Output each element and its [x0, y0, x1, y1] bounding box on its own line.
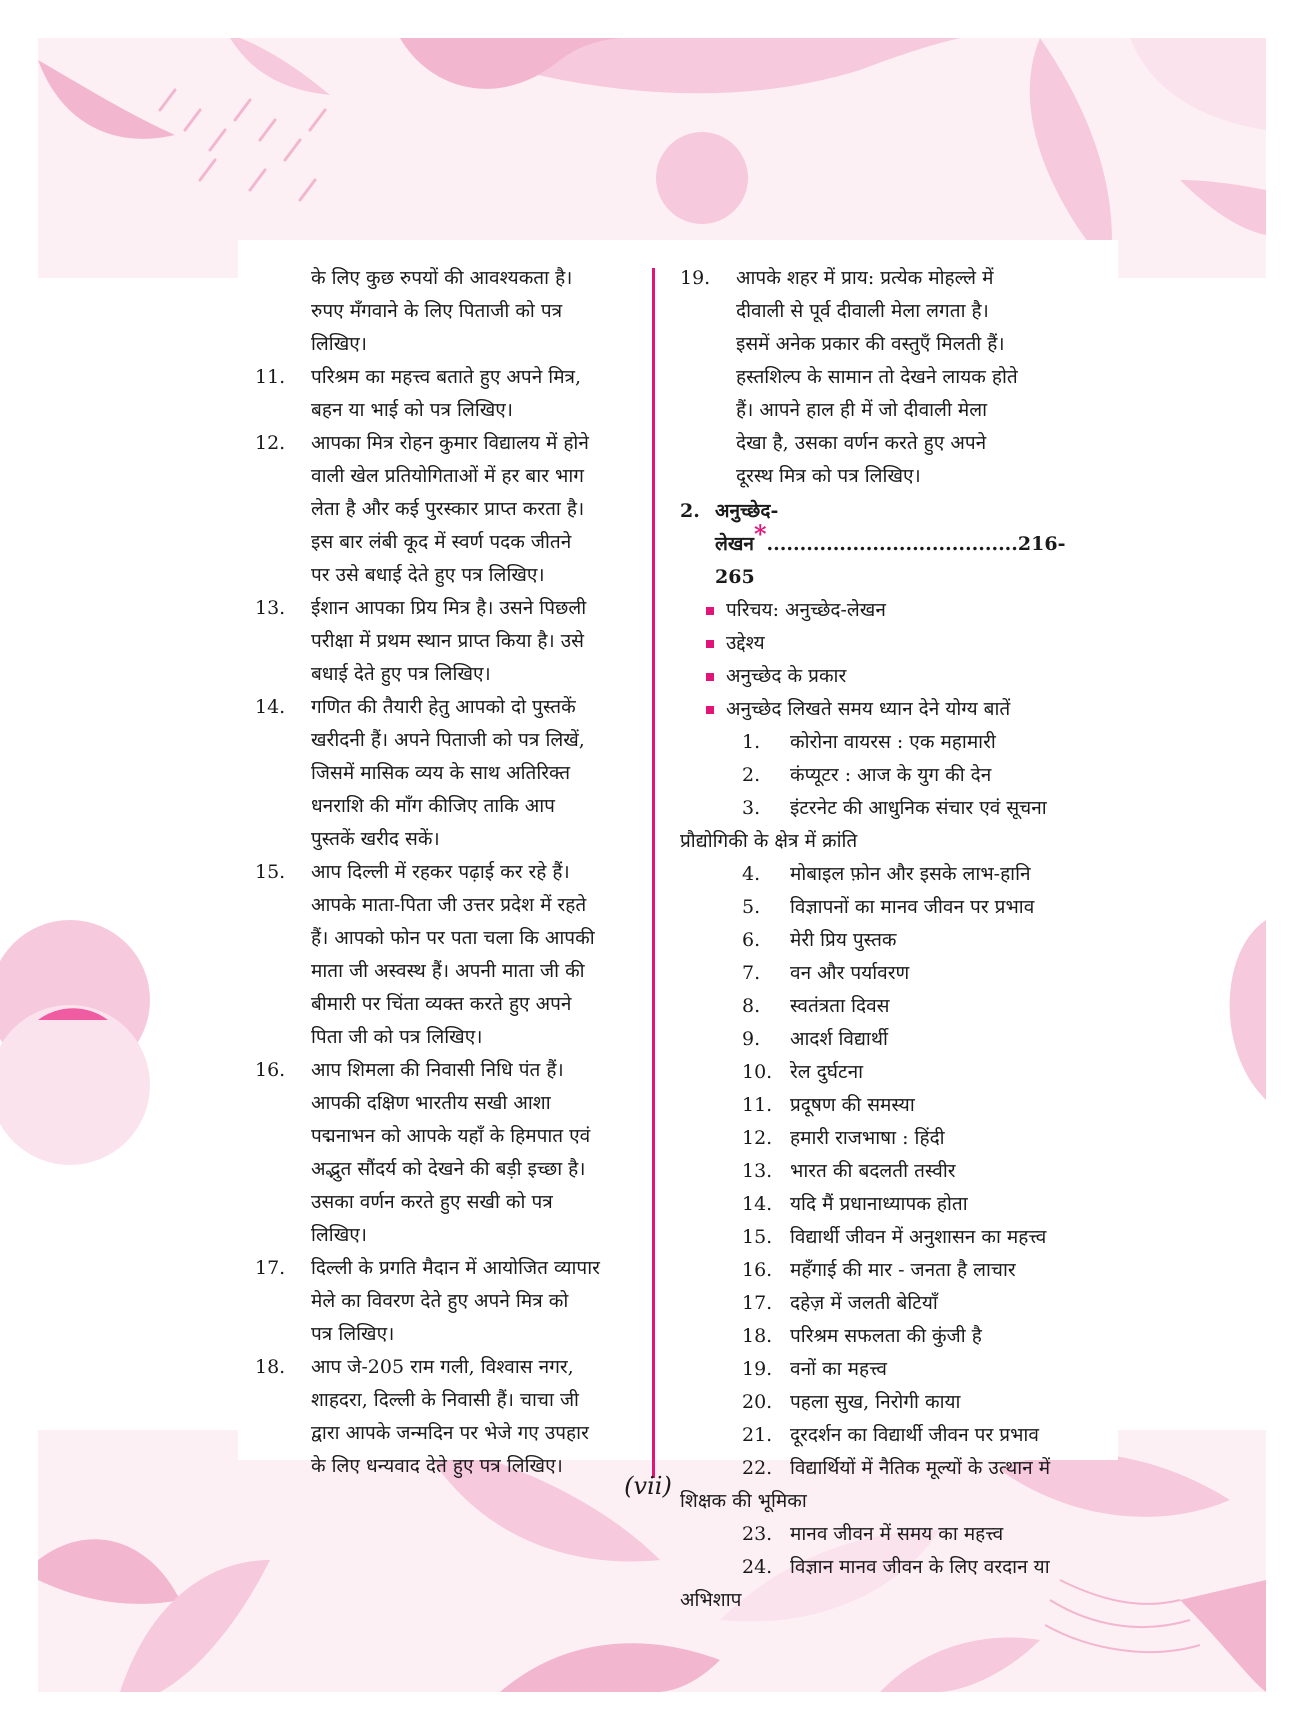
section-pages: 216-265 — [715, 533, 1066, 588]
topic-number: 2. — [742, 764, 761, 786]
page-number: (vii) — [624, 1472, 672, 1500]
item-text: आप शिमला की निवासी निधि पंत हैं। — [311, 1059, 564, 1081]
topic-text: महँगाई की मार - जनता है लाचार — [790, 1259, 1016, 1281]
topic-number: 11. — [742, 1094, 773, 1116]
item-text: आप जे-205 राम गली, विश्वास नगर, — [311, 1356, 574, 1378]
item-text-continued: परीक्षा में प्रथम स्थान प्राप्त किया है। उसे — [311, 630, 585, 652]
topic-text: आदर्श विद्यार्थी — [790, 1028, 888, 1050]
topic-item — [680, 759, 1100, 792]
list-item — [255, 361, 630, 427]
item-text-continued: हैं। आपको फोन पर पता चला कि आपकी — [311, 927, 595, 949]
item-number: 16. — [255, 1059, 286, 1081]
topic-item — [680, 1551, 1100, 1617]
item-text-continued: दीवाली से पूर्व दीवाली मेला लगता है। — [736, 300, 989, 322]
topic-text: विद्यार्थी जीवन में अनुशासन का महत्त्व — [790, 1226, 1047, 1248]
topic-item — [680, 1419, 1100, 1452]
topic-text: स्वतंत्रता दिवस — [790, 995, 890, 1017]
topic-number: 20. — [742, 1391, 773, 1413]
topic-first-line — [680, 858, 1100, 891]
item-text-continued: पत्र लिखिए। — [311, 1323, 395, 1345]
section-title: अनुच्छेद-लेखन — [715, 500, 779, 555]
item-text-continued: देखा है, उसका वर्णन करते हुए अपने — [736, 432, 987, 454]
topic-text: वनों का महत्त्व — [790, 1358, 887, 1380]
topic-first-line — [680, 792, 1100, 825]
section-heading — [680, 495, 1100, 594]
item-text-continued: उसका वर्णन करते हुए सखी को पत्र — [311, 1191, 553, 1213]
bullet-item — [680, 627, 1100, 660]
topic-first-line — [680, 1023, 1100, 1056]
item-text-continued: शाहदरा, दिल्ली के निवासी हैं। चाचा जी — [311, 1389, 579, 1411]
topic-text: विद्यार्थियों में नैतिक मूल्यों के उत्थान में — [790, 1457, 1051, 1479]
topic-text-continued: शिक्षक की भूमिका — [680, 1490, 807, 1512]
list-item — [255, 427, 630, 592]
topic-text: दूरदर्शन का विद्यार्थी जीवन पर प्रभाव — [790, 1424, 1039, 1446]
bullet-item — [680, 660, 1100, 693]
item-text-continued: आपकी दक्षिण भारतीय सखी आशा — [311, 1092, 551, 1114]
topic-number: 1. — [742, 731, 761, 753]
item-text-continued: बीमारी पर चिंता व्यक्त करते हुए अपने — [311, 993, 572, 1015]
item-text-continued: इस बार लंबी कूद में स्वर्ण पदक जीतने — [311, 531, 572, 553]
item-first-line — [255, 1351, 630, 1384]
item-text-continued: लेता है और कई पुरस्कार प्राप्त करता है। — [311, 498, 585, 520]
topic-text: रेल दुर्घटना — [790, 1061, 864, 1083]
item-first-line — [255, 592, 630, 625]
item-text: परिश्रम का महत्त्व बताते हुए अपने मित्र, — [311, 366, 582, 388]
item-text-continued: पिता जी को पत्र लिखिए। — [311, 1026, 483, 1048]
topic-item — [680, 1089, 1100, 1122]
topic-first-line — [680, 1221, 1100, 1254]
topic-first-line — [680, 1056, 1100, 1089]
topic-text: यदि मैं प्रधानाध्यापक होता — [790, 1193, 968, 1215]
topic-item — [680, 1287, 1100, 1320]
topic-number: 12. — [742, 1127, 773, 1149]
bullet-text: उद्देश्य — [726, 632, 765, 654]
item-first-line — [255, 1252, 630, 1285]
list-item — [255, 691, 630, 856]
topic-first-line — [680, 1419, 1100, 1452]
topic-first-line — [680, 1287, 1100, 1320]
item-number: 12. — [255, 432, 286, 454]
topic-item — [680, 1188, 1100, 1221]
topic-text: मोबाइल फ़ोन और इसके लाभ-हानि — [790, 863, 1031, 885]
topic-text: परिश्रम सफलता की कुंजी है — [790, 1325, 982, 1347]
item-text-continued: दूरस्थ मित्र को पत्र लिखिए। — [736, 465, 921, 487]
list-item — [255, 1054, 630, 1252]
item-text-continued: पद्मनाभन को आपके यहाँ के हिमपात एवं — [311, 1125, 591, 1147]
item-first-line — [255, 361, 630, 394]
item-number: 17. — [255, 1257, 286, 1279]
topic-text: पहला सुख, निरोगी काया — [790, 1391, 961, 1413]
topic-number: 8. — [742, 995, 761, 1017]
item-text: गणित की तैयारी हेतु आपको दो पुस्तकें — [311, 696, 576, 718]
topic-number: 5. — [742, 896, 761, 918]
item-first-line — [255, 427, 630, 460]
topic-first-line — [680, 726, 1100, 759]
topic-number: 6. — [742, 929, 761, 951]
list-item — [255, 592, 630, 691]
topic-first-line — [680, 1320, 1100, 1353]
item-number: 11. — [255, 366, 286, 388]
item-first-line — [255, 856, 630, 889]
item-text-continued: माता जी अस्वस्थ हैं। अपनी माता जी की — [311, 960, 585, 982]
left-column — [255, 262, 630, 1483]
topic-text: मेरी प्रिय पुस्तक — [790, 929, 897, 951]
item-text: आप दिल्ली में रहकर पढ़ाई कर रहे हैं। — [311, 861, 570, 883]
item-text-continued: बहन या भाई को पत्र लिखिए। — [311, 399, 513, 421]
item-text-continued: द्वारा आपके जन्मदिन पर भेजे गए उपहार — [311, 1422, 589, 1444]
star-marker: * — [753, 519, 767, 549]
item-text-continued: अद्भुत सौंदर्य को देखने की बड़ी इच्छा है। — [311, 1158, 586, 1180]
topic-item — [680, 1320, 1100, 1353]
topic-item — [680, 957, 1100, 990]
bullet-square-icon — [702, 594, 726, 627]
topic-item — [680, 891, 1100, 924]
item-text-continued: के लिए धन्यवाद देते हुए पत्र लिखिए। — [311, 1455, 563, 1477]
topic-first-line — [680, 891, 1100, 924]
item-text-continued: मेले का विवरण देते हुए अपने मित्र को — [311, 1290, 569, 1312]
item-text: दिल्ली के प्रगति मैदान में आयोजित व्यापार — [311, 1257, 600, 1279]
list-item — [255, 1252, 630, 1351]
list-item — [255, 856, 630, 1054]
topic-number: 10. — [742, 1061, 773, 1083]
topic-item — [680, 726, 1100, 759]
topic-number: 23. — [742, 1523, 773, 1545]
item-text-continued: हस्तशिल्प के सामान तो देखने लायक होते — [736, 366, 1018, 388]
continued-text: के लिए कुछ रुपयों की आवश्यकता है। — [311, 267, 573, 289]
item-number: 13. — [255, 597, 286, 619]
leader-dots: ...................................... — [766, 533, 1018, 555]
bullet-square-icon — [702, 627, 726, 660]
topic-number: 18. — [742, 1325, 773, 1347]
item-first-line — [255, 691, 630, 724]
topic-text: कंप्यूटर : आज के युग की देन — [790, 764, 992, 786]
bullet-item — [680, 693, 1100, 726]
topic-first-line — [680, 1155, 1100, 1188]
topic-number: 3. — [742, 797, 761, 819]
section-number: 2. — [680, 500, 700, 522]
item-number: 14. — [255, 696, 286, 718]
continued-text: रुपए मँगवाने के लिए पिताजी को पत्र — [311, 300, 563, 322]
topic-first-line — [680, 1551, 1100, 1584]
topic-text-continued: अभिशाप — [680, 1589, 742, 1611]
item-text-continued: इसमें अनेक प्रकार की वस्तुएँ मिलती हैं। — [736, 333, 1005, 355]
item-text-continued: जिसमें मासिक व्यय के साथ अतिरिक्त — [311, 762, 571, 784]
topic-text: वन और पर्यावरण — [790, 962, 910, 984]
bullet-text: अनुच्छेद के प्रकार — [726, 665, 847, 687]
topic-item — [680, 1023, 1100, 1056]
item-text-continued: वाली खेल प्रतियोगिताओं में हर बार भाग — [311, 465, 584, 487]
topic-first-line — [680, 1518, 1100, 1551]
bullet-item — [680, 594, 1100, 627]
topic-item — [680, 1386, 1100, 1419]
topic-first-line — [680, 990, 1100, 1023]
item-text-continued: खरीदनी हैं। अपने पिताजी को पत्र लिखें, — [311, 729, 585, 751]
bullet-text: अनुच्छेद लिखते समय ध्यान देने योग्य बातें — [726, 698, 1011, 720]
topic-first-line — [680, 1386, 1100, 1419]
topic-item — [680, 858, 1100, 891]
topic-first-line — [680, 759, 1100, 792]
topic-text-continued: प्रौद्योगिकी के क्षेत्र में क्रांति — [680, 830, 858, 852]
topic-number: 19. — [742, 1358, 773, 1380]
bullet-square-icon — [702, 660, 726, 693]
item-text-continued: पुस्तकें खरीद सकें। — [311, 828, 440, 850]
item-text-continued: हैं। आपने हाल ही में जो दीवाली मेला — [736, 399, 988, 421]
item-first-line — [255, 1054, 630, 1087]
item-text-continued: लिखिए। — [311, 1224, 367, 1246]
item-text: ईशान आपका प्रिय मित्र है। उसने पिछली — [311, 597, 587, 619]
topic-number: 14. — [742, 1193, 773, 1215]
topic-number: 7. — [742, 962, 761, 984]
topic-number: 22. — [742, 1457, 773, 1479]
topic-item — [680, 1056, 1100, 1089]
topic-item — [680, 792, 1100, 858]
topic-item — [680, 1155, 1100, 1188]
topic-number: 13. — [742, 1160, 773, 1182]
item-first-line — [680, 262, 1100, 295]
item-text: आपके शहर में प्राय: प्रत्येक मोहल्ले में — [736, 267, 994, 289]
topic-text: मानव जीवन में समय का महत्त्व — [790, 1523, 1004, 1545]
topic-number: 16. — [742, 1259, 773, 1281]
item-text: आपका मित्र रोहन कुमार विद्यालय में होने — [311, 432, 589, 454]
item-text-continued: आपके माता-पिता जी उत्तर प्रदेश में रहते — [311, 894, 587, 916]
topic-item — [680, 990, 1100, 1023]
topic-first-line — [680, 1353, 1100, 1386]
list-item — [680, 262, 1100, 493]
topic-number: 9. — [742, 1028, 761, 1050]
right-column — [680, 262, 1100, 1617]
topic-text: भारत की बदलती तस्वीर — [790, 1160, 956, 1182]
item-number: 18. — [255, 1356, 286, 1378]
item-number: 19. — [680, 267, 711, 289]
topic-item — [680, 1122, 1100, 1155]
bullet-text: परिचय: अनुच्छेद-लेखन — [726, 599, 886, 621]
continued-text: लिखिए। — [311, 333, 367, 355]
topic-item — [680, 1518, 1100, 1551]
topic-number: 15. — [742, 1226, 773, 1248]
topic-first-line — [680, 1188, 1100, 1221]
column-divider — [652, 268, 655, 1478]
bullet-square-icon — [702, 693, 726, 726]
topic-first-line — [680, 1089, 1100, 1122]
topic-number: 17. — [742, 1292, 773, 1314]
topic-text: हमारी राजभाषा : हिंदी — [790, 1127, 945, 1149]
topic-item — [680, 924, 1100, 957]
item-text-continued: धनराशि की माँग कीजिए ताकि आप — [311, 795, 555, 817]
topic-text: विज्ञापनों का मानव जीवन पर प्रभाव — [790, 896, 1035, 918]
topic-text: प्रदूषण की समस्या — [790, 1094, 915, 1116]
topic-first-line — [680, 1254, 1100, 1287]
topic-first-line — [680, 924, 1100, 957]
topic-number: 4. — [742, 863, 761, 885]
topic-number: 24. — [742, 1556, 773, 1578]
topic-text: कोरोना वायरस : एक महामारी — [790, 731, 996, 753]
topic-text: विज्ञान मानव जीवन के लिए वरदान या — [790, 1556, 1050, 1578]
topic-number: 21. — [742, 1424, 773, 1446]
list-item — [255, 1351, 630, 1483]
item-number: 15. — [255, 861, 286, 883]
topic-first-line — [680, 957, 1100, 990]
item-text-continued: पर उसे बधाई देते हुए पत्र लिखिए। — [311, 564, 545, 586]
topic-item — [680, 1254, 1100, 1287]
topic-item — [680, 1353, 1100, 1386]
topic-item — [680, 1221, 1100, 1254]
item-text-continued: बधाई देते हुए पत्र लिखिए। — [311, 663, 491, 685]
topic-text: इंटरनेट की आधुनिक संचार एवं सूचना — [790, 797, 1047, 819]
section-title-line — [715, 495, 1100, 594]
topic-first-line — [680, 1122, 1100, 1155]
topic-text: दहेज़ में जलती बेटियाँ — [790, 1292, 938, 1314]
